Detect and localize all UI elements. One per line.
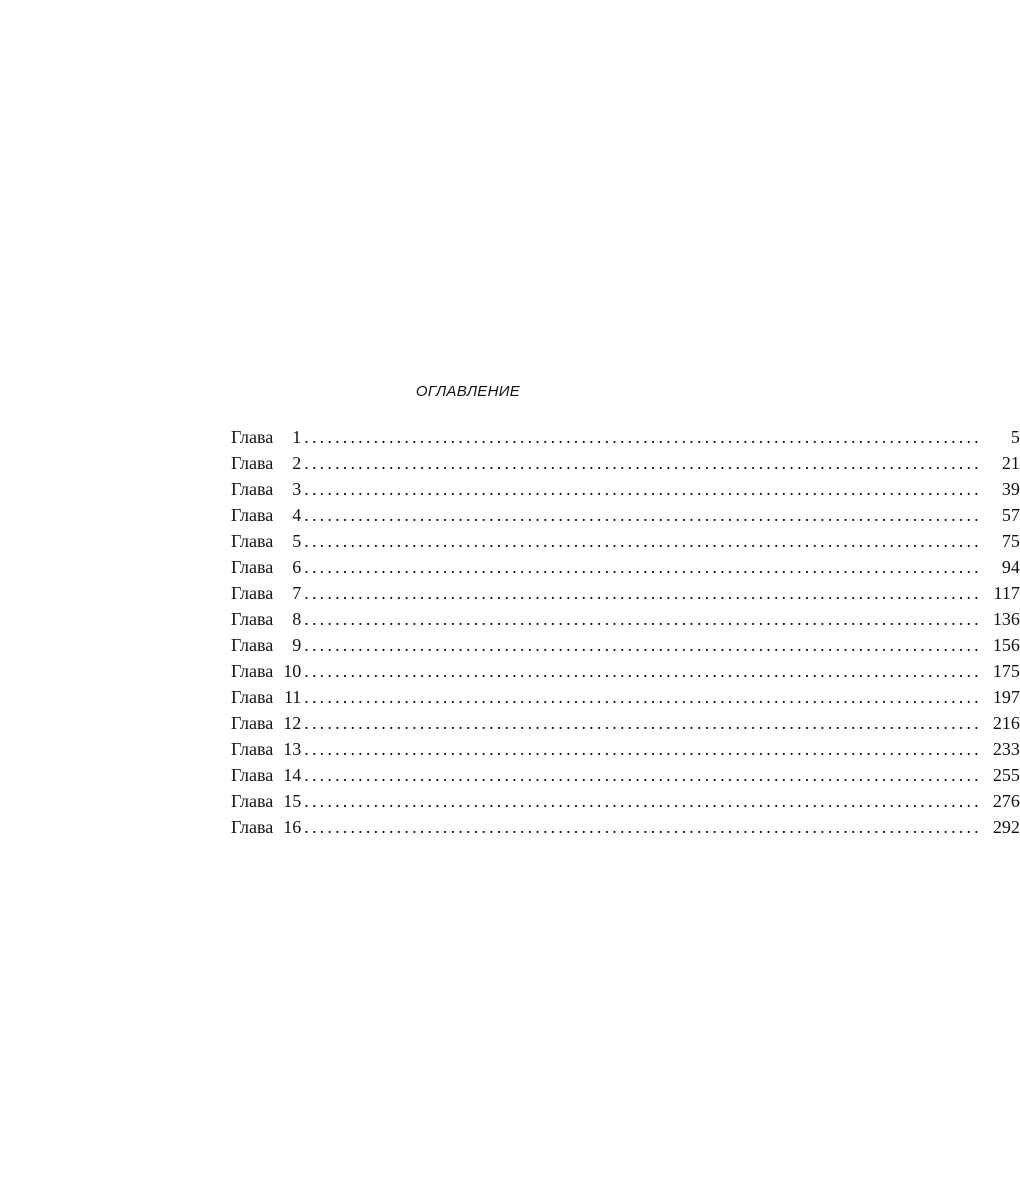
page-number: 21 [1001,453,1020,473]
page-number: 57 [1001,505,1020,525]
chapter-number: 13 [283,739,302,759]
chapter-word: Глава [231,479,274,499]
dot-leader: ........................................................................................ [304,505,982,525]
toc-entry [231,791,1020,817]
dot-leader: ........................................................................................ [304,661,982,681]
toc-entry [231,817,1020,843]
toc-title: ОГЛАВЛЕНИЕ [415,383,521,400]
toc-entry [231,479,1020,505]
chapter-word: Глава [231,453,274,473]
dot-leader: ........................................................................................ [304,791,982,811]
page-number: 276 [992,791,1020,811]
page-number: 5 [1010,427,1020,447]
chapter-word: Глава [231,713,274,733]
dot-leader: ........................................................................................ [304,687,982,707]
chapter-word: Глава [231,765,274,785]
chapter-number: 1 [292,427,302,447]
toc-entry [231,713,1020,739]
page-number: 156 [992,635,1020,655]
dot-leader: ........................................................................................ [304,583,982,603]
chapter-word: Глава [231,427,274,447]
chapter-word: Глава [231,583,274,603]
chapter-word: Глава [231,687,274,707]
toc-entry [231,583,1020,609]
chapter-word: Глава [231,531,274,551]
chapter-word: Глава [231,635,274,655]
chapter-number: 4 [292,505,302,525]
page-number: 94 [1001,557,1020,577]
chapter-word: Глава [231,505,274,525]
toc-entry [231,609,1020,635]
chapter-number: 10 [283,661,302,681]
page-number: 216 [992,713,1020,733]
page-number: 197 [992,687,1020,707]
toc-entry [231,765,1020,791]
chapter-word: Глава [231,661,274,681]
dot-leader: ........................................................................................ [304,765,982,785]
chapter-number: 14 [283,765,302,785]
chapter-word: Глава [231,791,274,811]
dot-leader: ........................................................................................ [304,713,982,733]
chapter-number: 15 [283,791,302,811]
chapter-number: 16 [283,817,302,837]
chapter-number: 8 [292,609,302,629]
chapter-number: 6 [292,557,302,577]
page-number: 75 [1001,531,1020,551]
chapter-word: Глава [231,739,274,759]
chapter-number: 7 [292,583,302,603]
dot-leader: ........................................................................................ [304,817,982,837]
dot-leader: ........................................................................................ [304,635,982,655]
toc-entry [231,427,1020,453]
chapter-number: 12 [283,713,302,733]
toc-entry [231,661,1020,687]
chapter-number: 3 [292,479,302,499]
toc-entry [231,557,1020,583]
page-number: 39 [1001,479,1020,499]
page-number: 136 [992,609,1020,629]
toc-entry [231,687,1020,713]
toc-entry [231,453,1020,479]
toc-entry [231,739,1020,765]
page-number: 233 [992,739,1020,759]
chapter-word: Глава [231,557,274,577]
dot-leader: ........................................................................................ [304,453,982,473]
toc-entry [231,505,1020,531]
page-number: 175 [992,661,1020,681]
page-number: 117 [993,583,1020,603]
chapter-word: Глава [231,817,274,837]
page-number: 292 [992,817,1020,837]
chapter-word: Глава [231,609,274,629]
chapter-number: 11 [283,687,302,707]
toc-list [231,427,1020,843]
dot-leader: ........................................................................................ [304,609,982,629]
chapter-number: 2 [292,453,302,473]
chapter-number: 9 [292,635,302,655]
dot-leader: ........................................................................................ [304,739,982,759]
page-number: 255 [992,765,1020,785]
dot-leader: ........................................................................................ [304,557,982,577]
toc-entry [231,531,1020,557]
dot-leader: ........................................................................................ [304,479,982,499]
dot-leader: ........................................................................................ [304,531,982,551]
toc-entry [231,635,1020,661]
dot-leader: ........................................................................................ [304,427,982,447]
chapter-number: 5 [292,531,302,551]
